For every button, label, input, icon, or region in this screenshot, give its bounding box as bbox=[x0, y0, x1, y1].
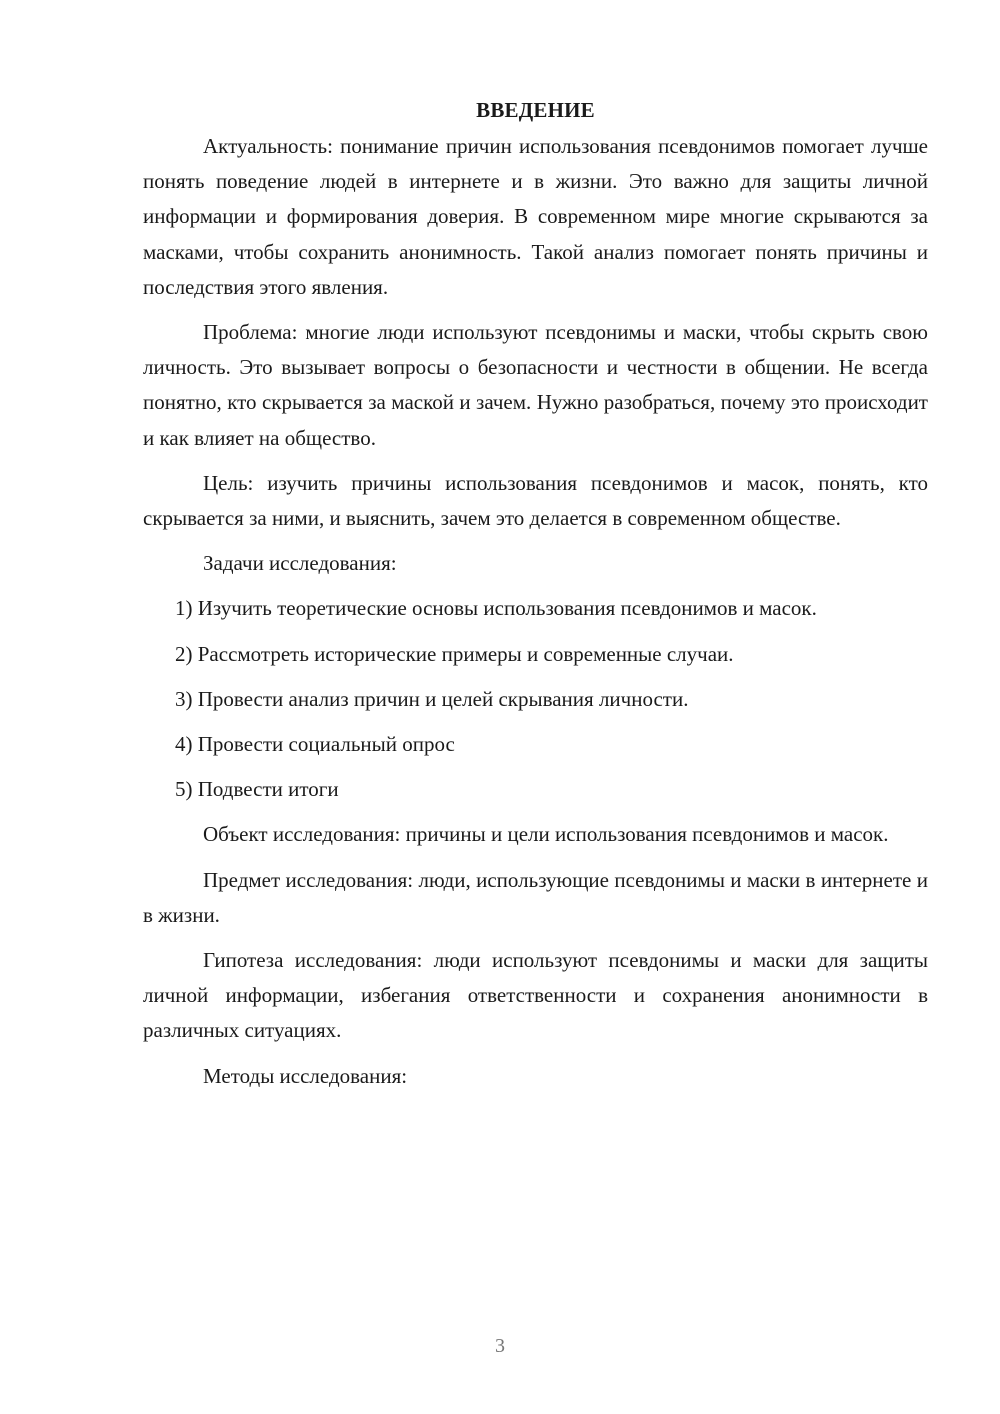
goal-paragraph: Цель: изучить причины использования псевдонимов и масок, понять, кто скрывается за ними, и выяснить, зачем это делается в современном обществе. bbox=[143, 470, 928, 531]
page-number: 3 bbox=[495, 1335, 505, 1357]
relevance-paragraph: Актуальность: понимание причин использования псевдонимов помогает лучше понять поведение людей в интернете и в жизни. Это важно для защиты личной информации и формирования доверия. В современном мире многие скрываются за масками, чтобы сохранить анонимность. Такой анализ помогает понять причины и последствия этого явления. bbox=[143, 134, 928, 299]
section-heading: ВВЕДЕНИЕ bbox=[476, 98, 595, 122]
task-item: 2) Рассмотреть исторические примеры и современные случаи. bbox=[175, 641, 734, 666]
tasks-title: Задачи исследования: bbox=[203, 551, 397, 576]
task-item: 1) Изучить теоретические основы использования псевдонимов и масок. bbox=[175, 596, 817, 621]
document-page bbox=[143, 95, 928, 1104]
object-paragraph: Объект исследования: причины и цели использования псевдонимов и масок. bbox=[203, 822, 889, 847]
subject-paragraph: Предмет исследования: люди, использующие псевдонимы и маски в интернете и в жизни. bbox=[143, 867, 928, 927]
task-item: 4) Провести социальный опрос bbox=[175, 732, 455, 757]
task-item: 3) Провести анализ причин и целей скрывания личности. bbox=[175, 686, 689, 711]
methods-title: Методы исследования: bbox=[203, 1063, 408, 1088]
hypothesis-paragraph: Гипотеза исследования: люди используют псевдонимы и маски для защиты личной информации, избегания ответственности и сохранения анонимности в различных ситуациях. bbox=[143, 948, 928, 1043]
problem-paragraph: Проблема: многие люди используют псевдонимы и маски, чтобы скрыть свою личность. Это вызывает вопросы о безопасности и честности в общении. Не всегда понятно, кто скрывается за маской и зачем. Нужно разобраться, почему это происходит и как влияет на общество. bbox=[143, 320, 928, 450]
task-item: 5) Подвести итоги bbox=[175, 777, 339, 802]
tasks-list bbox=[143, 591, 928, 807]
